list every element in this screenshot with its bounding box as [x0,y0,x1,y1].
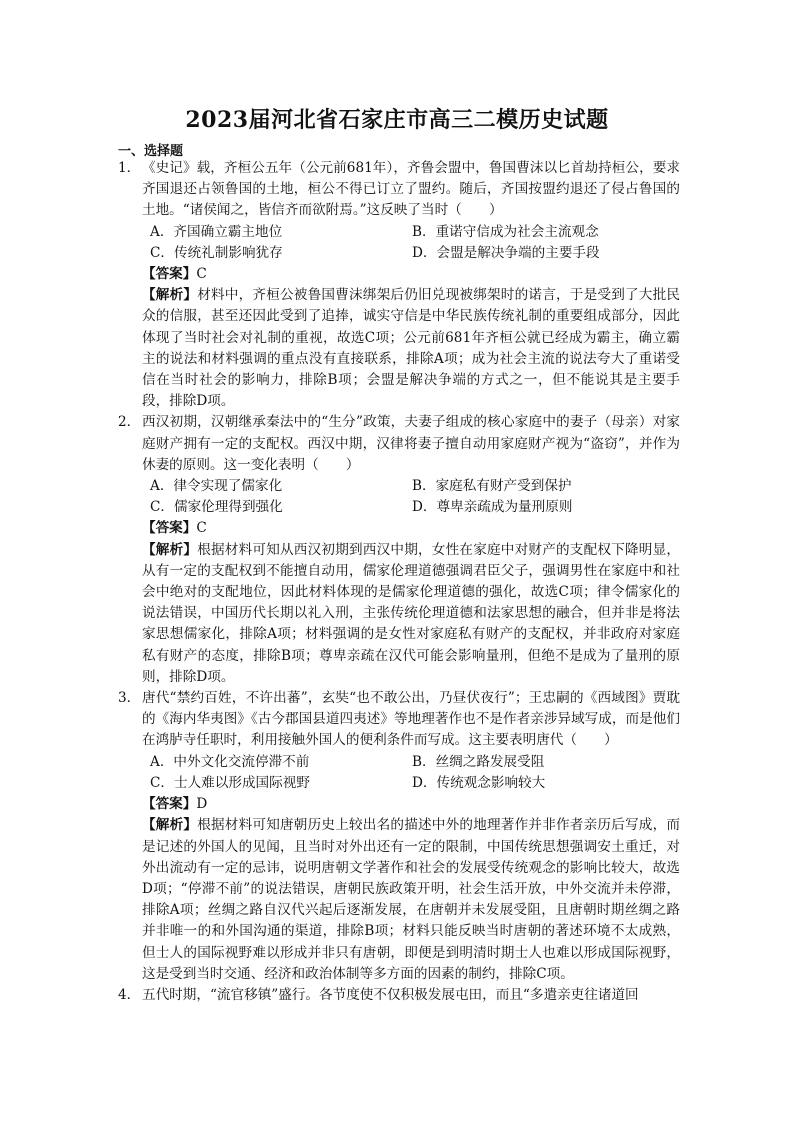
option-c: C．传统礼制影响犹存 [150,244,283,261]
analysis-text: 根据材料可知唐朝历史上较出名的描述中外的地理著作并非作者亲历后写成，而是记述的外国人的见闻，且当时对外出还有一定的限制，中国传统思想强调安土重迁，对外出流动有一定的忌讳，说明唐朝文学著作和社会的发展受传统观念的影响比较大，故选D项；“停滞不前”的说法错误，唐朝民族政策开明，社会生活开放，中外交流并未停滞，排除A项；丝绸之路自汉代兴起后逐渐发展，在唐朝并未发展受阻，且唐朝时期丝绸之路并非唯一的和外国沟通的渠道，排除B项；材料只能反映当时唐朝的著述环境不太成熟，但士人的国际视野难以形成并非只有唐朝，即便是到明清时期士人也难以形成国际视野，这是受到当时交通、经济和政治体制等多方面的因素的制约，排除C项。 [142,817,680,982]
option-c: C．士人难以形成国际视野 [150,774,310,791]
answer-tag: 【答案】 [142,266,197,283]
analysis-text: 材料中，齐桓公被鲁国曹沫绑架后仍旧兑现被绑架时的诺言，于是受到了大批民众的信服，甚至还因此受到了追捧，诚实守信是中华民族传统礼制的重要组成部分，因此体现了当时社会对礼制的重视，故选C项；公元前681年齐桓公就已经成为霸主，确立霸主的说法和材料强调的重点没有直接联系，排除A项；成为社会主流的说法夸大了重诺受信在当时社会的影响力，排除B项；会盟是解决争端的方式之一，但不能说其是主要手段，排除D项。 [142,287,680,410]
question-number: 2． [118,414,141,431]
option-a: A．律令实现了儒家化 [150,478,283,495]
question-stem: 《史记》载，齐桓公五年（公元前681年），齐鲁会盟中，鲁国曹沫以匕首劫持桓公，要求齐国退还占领鲁国的土地，桓公不得已订立了盟约。随后，齐国按盟约退还了侵占鲁国的土地。“诸侯闻之，皆信齐而欲附焉。”这反映了当时（ ） [142,160,680,219]
option-a: A．齐国确立霸主地位 [150,223,283,240]
answer-value: D [196,796,208,813]
question-number: 3． [118,690,141,707]
option-b: B．家庭私有财产受到保护 [412,478,572,495]
analysis-tag: 【解析】 [142,541,198,558]
question-stem: 五代时期，“流官移镇”盛行。各节度使不仅积极发展屯田，而且“多遣亲吏往诸道回 [142,986,639,1003]
answer-line [142,794,680,815]
question-number: 4． [118,986,141,1003]
page-title: 2023届河北省石家庄市高三二模历史试题 [185,107,609,133]
analysis-block [142,540,680,688]
question-4 [118,985,680,1006]
question-3 [118,688,680,985]
analysis-tag: 【解析】 [142,287,198,304]
option-list [142,752,680,794]
analysis-text: 根据材料可知从西汉初期到西汉中期，女性在家庭中对财产的支配权下降明显，从有一定的支配权到不能擅自动用，儒家伦理道德强调君臣父子，强调男性在家庭中和社会中绝对的支配地位，因此材料体现的是儒家伦理道德的强化，故选C项；律令儒家化的说法错误，中国历代长期以礼入刑，主张传统伦理道德和法家思想的融合，但并非是将法家思想儒家化，排除A项；材料强调的是女性对家庭私有财产的支配权，并非政府对家庭私有财产的态度，排除B项；尊卑亲疏在汉代可能会影响量刑，但绝不是成为了量刑的原则，排除D项。 [142,541,680,685]
option-d: D．尊卑亲疏成为量刑原则 [412,499,573,516]
option-list [142,222,680,264]
analysis-block [142,285,680,412]
option-list [142,476,680,518]
option-b: B．丝绸之路发展受阻 [412,753,545,770]
section-heading: 一、选择题 [118,144,184,159]
question-list [118,158,680,1006]
question-stem: 唐代“禁约百姓，不许出蕃”，玄奘“也不敢公出，乃昼伏夜行”；王忠嗣的《西域图》贾耽的《海内华夷图》《古今郡国县道四夷述》等地理著作也不是作者亲涉异域写成，而是他们在鸿胪寺任职时，利用接触外国人的便利条件而写成。这主要表明唐代（ ） [142,690,680,749]
analysis-block [142,815,680,985]
option-a: A．中外文化交流停滞不前 [150,753,310,770]
question-2 [118,412,680,688]
question-1 [118,158,680,412]
answer-line [142,264,680,285]
answer-value: C [196,266,207,283]
analysis-tag: 【解析】 [142,817,198,834]
answer-tag: 【答案】 [142,520,197,537]
question-stem: 西汉初期，汉朝继承秦法中的“生分”政策，夫妻子组成的核心家庭中的妻子（母亲）对家庭财产拥有一定的支配权。西汉中期，汉律将妻子擅自动用家庭财产视为“盗窃”，并作为休妻的原则。这一变化表明（ ） [142,414,680,473]
option-b: B．重诺守信成为社会主流观念 [412,223,599,240]
question-number: 1． [118,160,141,176]
option-d: D．会盟是解决争端的主要手段 [412,244,600,261]
answer-value: C [196,520,207,537]
option-d: D．传统观念影响较大 [412,774,546,791]
answer-line [142,518,680,539]
option-c: C．儒家伦理得到强化 [150,499,283,516]
answer-tag: 【答案】 [142,796,197,813]
